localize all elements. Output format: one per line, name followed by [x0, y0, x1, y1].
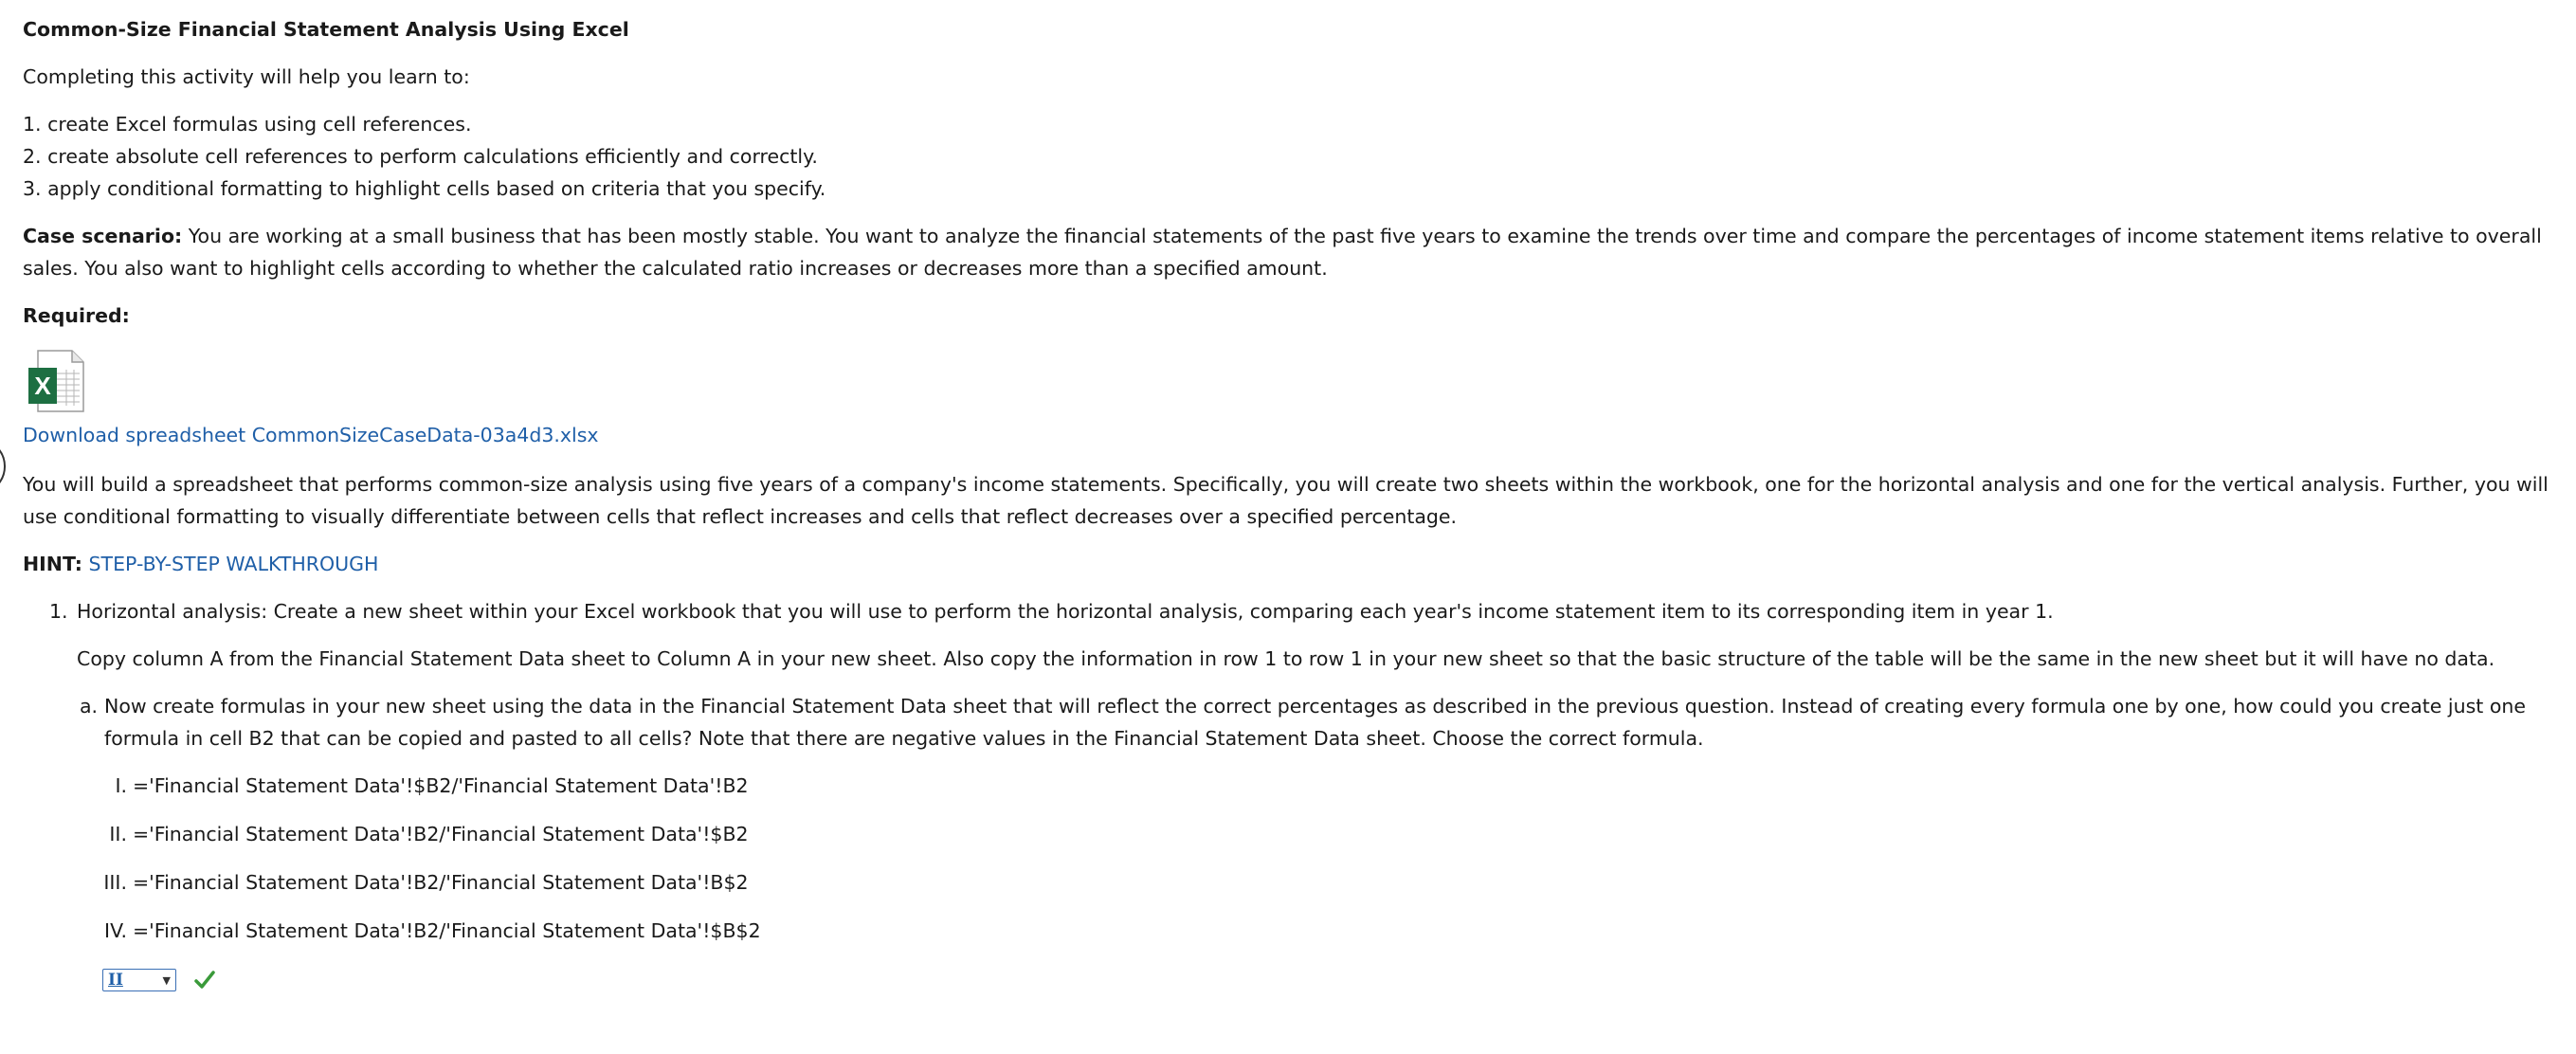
case-scenario-label: Case scenario: [23, 225, 183, 247]
chevron-down-icon: ▼ [162, 974, 171, 987]
option-number: III. [103, 871, 127, 894]
answer-dropdown[interactable] [102, 969, 176, 991]
question-text: Horizontal analysis: Create a new sheet within your Excel workbook that you will use to perform the horizontal analysis, comparing each year's income statement item to its corresponding item in year 1. [77, 600, 2054, 623]
formula-options [23, 770, 2553, 947]
partial-circle-decoration [0, 438, 6, 495]
svg-text:X: X [34, 372, 51, 400]
answer-row [23, 963, 2553, 1001]
part-letter: a. [80, 695, 99, 718]
question-part-a [23, 690, 2553, 754]
assignment-page [23, 13, 2553, 1001]
case-scenario [23, 220, 2553, 284]
checkmark-icon [194, 970, 215, 990]
hint-line [23, 548, 2553, 580]
option-text: ='Financial Statement Data'!B2/'Financial Statement Data'!$B$2 [133, 919, 761, 942]
objective-item: 1. create Excel formulas using cell references. [23, 113, 472, 136]
question-1-note: Copy column A from the Financial Statement Data sheet to Column A in your new sheet. Also copy the information in row 1 to row 1 in your new sheet so that the basic structure of the table will be the same in the new sheet but it will have no data. [77, 647, 2495, 670]
download-spreadsheet-link[interactable]: Download spreadsheet CommonSizeCaseData-03a4d3.xlsx [23, 424, 599, 446]
case-scenario-text: You are working at a small business that has been mostly stable. You want to analyze the financial statements of the past five years to examine the trends over time and compare the percentages of income statement items relative to overall sales. You also want to highlight cells according to whether the calculated ratio increases or decreases more than a specified amount. [23, 225, 2542, 280]
option-item [23, 915, 2553, 947]
objectives-list [23, 108, 2553, 205]
objective-item: 3. apply conditional formatting to highlight cells based on criteria that you specify. [23, 177, 826, 200]
part-a-text: Now create formulas in your new sheet using the data in the Financial Statement Data sheet that will reflect the correct percentages as described in the previous question. Instead of creating every formula one by one, how could you create just one formula in cell B2 that can be copied and pasted to all cells? Note that there are negative values in the Financial Statement Data sheet. Choose the correct formula. [104, 695, 2527, 750]
option-item [23, 770, 2553, 802]
option-text: ='Financial Statement Data'!$B2/'Financial Statement Data'!B2 [133, 774, 749, 797]
option-text: ='Financial Statement Data'!B2/'Financial Statement Data'!B$2 [133, 871, 749, 894]
answer-selected-value: II [108, 971, 123, 990]
option-number: II. [109, 823, 127, 845]
instructions-text: You will build a spreadsheet that performs common-size analysis using five years of a company's income statements. Specifically, you will create two sheets within the workbook, one for the horizontal analysis and one for the vertical analysis. Further, you will use conditional formatting to visually differentiate between cells that reflect increases and cells that reflect decreases over a specified percentage. [23, 473, 2549, 528]
download-block [23, 347, 2553, 451]
option-number: IV. [104, 919, 127, 942]
option-item [23, 818, 2553, 850]
intro-text: Completing this activity will help you learn to: [23, 65, 470, 88]
objective-item: 2. create absolute cell references to perform calculations efficiently and correctly. [23, 145, 818, 168]
question-1 [23, 595, 2553, 627]
walkthrough-link[interactable]: STEP-BY-STEP WALKTHROUGH [88, 553, 379, 575]
excel-file-icon[interactable] [23, 347, 91, 415]
question-number: 1. [49, 600, 68, 623]
page-title: Common-Size Financial Statement Analysis Using Excel [23, 18, 629, 41]
option-number: I. [115, 774, 127, 797]
required-label: Required: [23, 304, 130, 327]
hint-label: HINT: [23, 553, 83, 575]
option-text: ='Financial Statement Data'!B2/'Financial Statement Data'!$B2 [133, 823, 749, 845]
option-item [23, 866, 2553, 899]
